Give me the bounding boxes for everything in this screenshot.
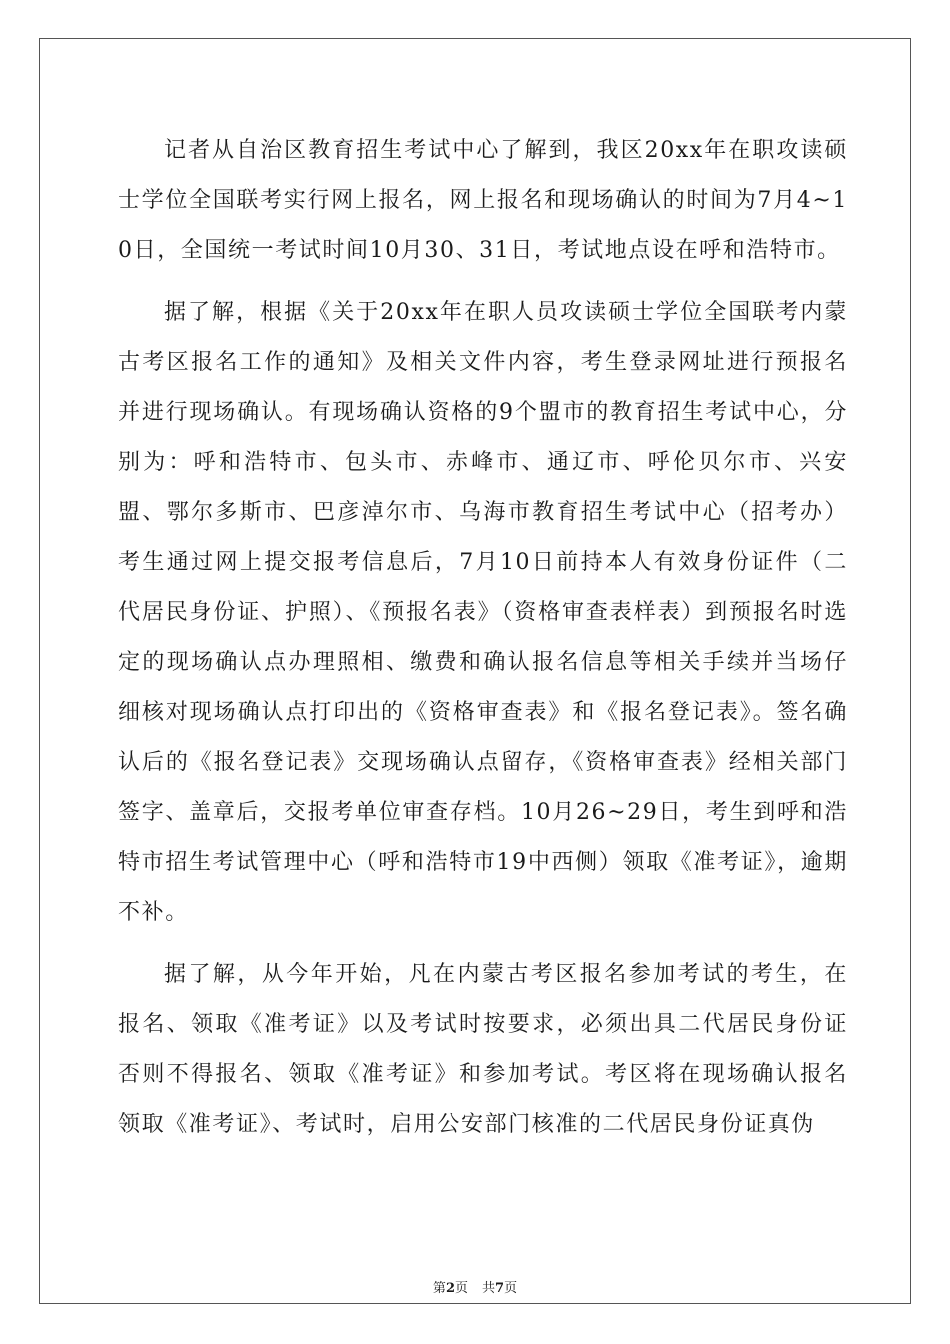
page-current-number: 2 [445, 1281, 455, 1296]
paragraph-2: 据了解，根据《关于20xx年在职人员攻读硕士学位全国联考内蒙古考区报名工作的通知》及相关文件内容，考生登录网址进行预报名并进行现场确认。有现场确认资格的9个盟市的教育招生考试中心，分别为：呼和浩特市、包头市、赤峰市、通辽市、呼伦贝尔市、兴安盟、鄂尔多斯市、巴彦淖尔市、乌海市教育招生考试中心（招考办）考生通过网上提交报考信息后，7月10日前持本人有效身份证件（二代居民身份证、护照）、《预报名表》（资格审查表样表）到预报名时选定的现场确认点办理照相、缴费和确认报名信息等相关手续并当场仔细核对现场确认点打印出的《资格审查表》和《报名登记表》。签名确认后的《报名登记表》交现场确认点留存，《资格审查表》经相关部门签字、盖章后，交报考单位审查存档。10月26~29日，考生到呼和浩特市招生考试管理中心（呼和浩特市19中西侧）领取《准考证》，逾期不补。 [118, 300, 848, 925]
paragraph-1: 记者从自治区教育招生考试中心了解到，我区20xx年在职攻读硕士学位全国联考实行网上报名，网上报名和现场确认的时间为7月4~10日，全国统一考试时间10月30、31日，考试地点设在呼和浩特市。 [118, 138, 848, 263]
total-prefix: 共 [482, 1281, 496, 1296]
document-body [118, 126, 848, 1150]
page-suffix: 页 [454, 1281, 468, 1296]
total-suffix: 页 [504, 1281, 518, 1296]
page-total-number: 7 [495, 1281, 505, 1296]
page-footer [0, 1277, 950, 1296]
page-prefix: 第 [432, 1281, 446, 1296]
paragraph-3: 据了解，从今年开始，凡在内蒙古考区报名参加考试的考生，在报名、领取《准考证》以及考试时按要求，必须出具二代居民身份证否则不得报名、领取《准考证》和参加考试。考区将在现场确认报名领取《准考证》、考试时，启用公安部门核准的二代居民身份证真伪 [118, 962, 848, 1137]
